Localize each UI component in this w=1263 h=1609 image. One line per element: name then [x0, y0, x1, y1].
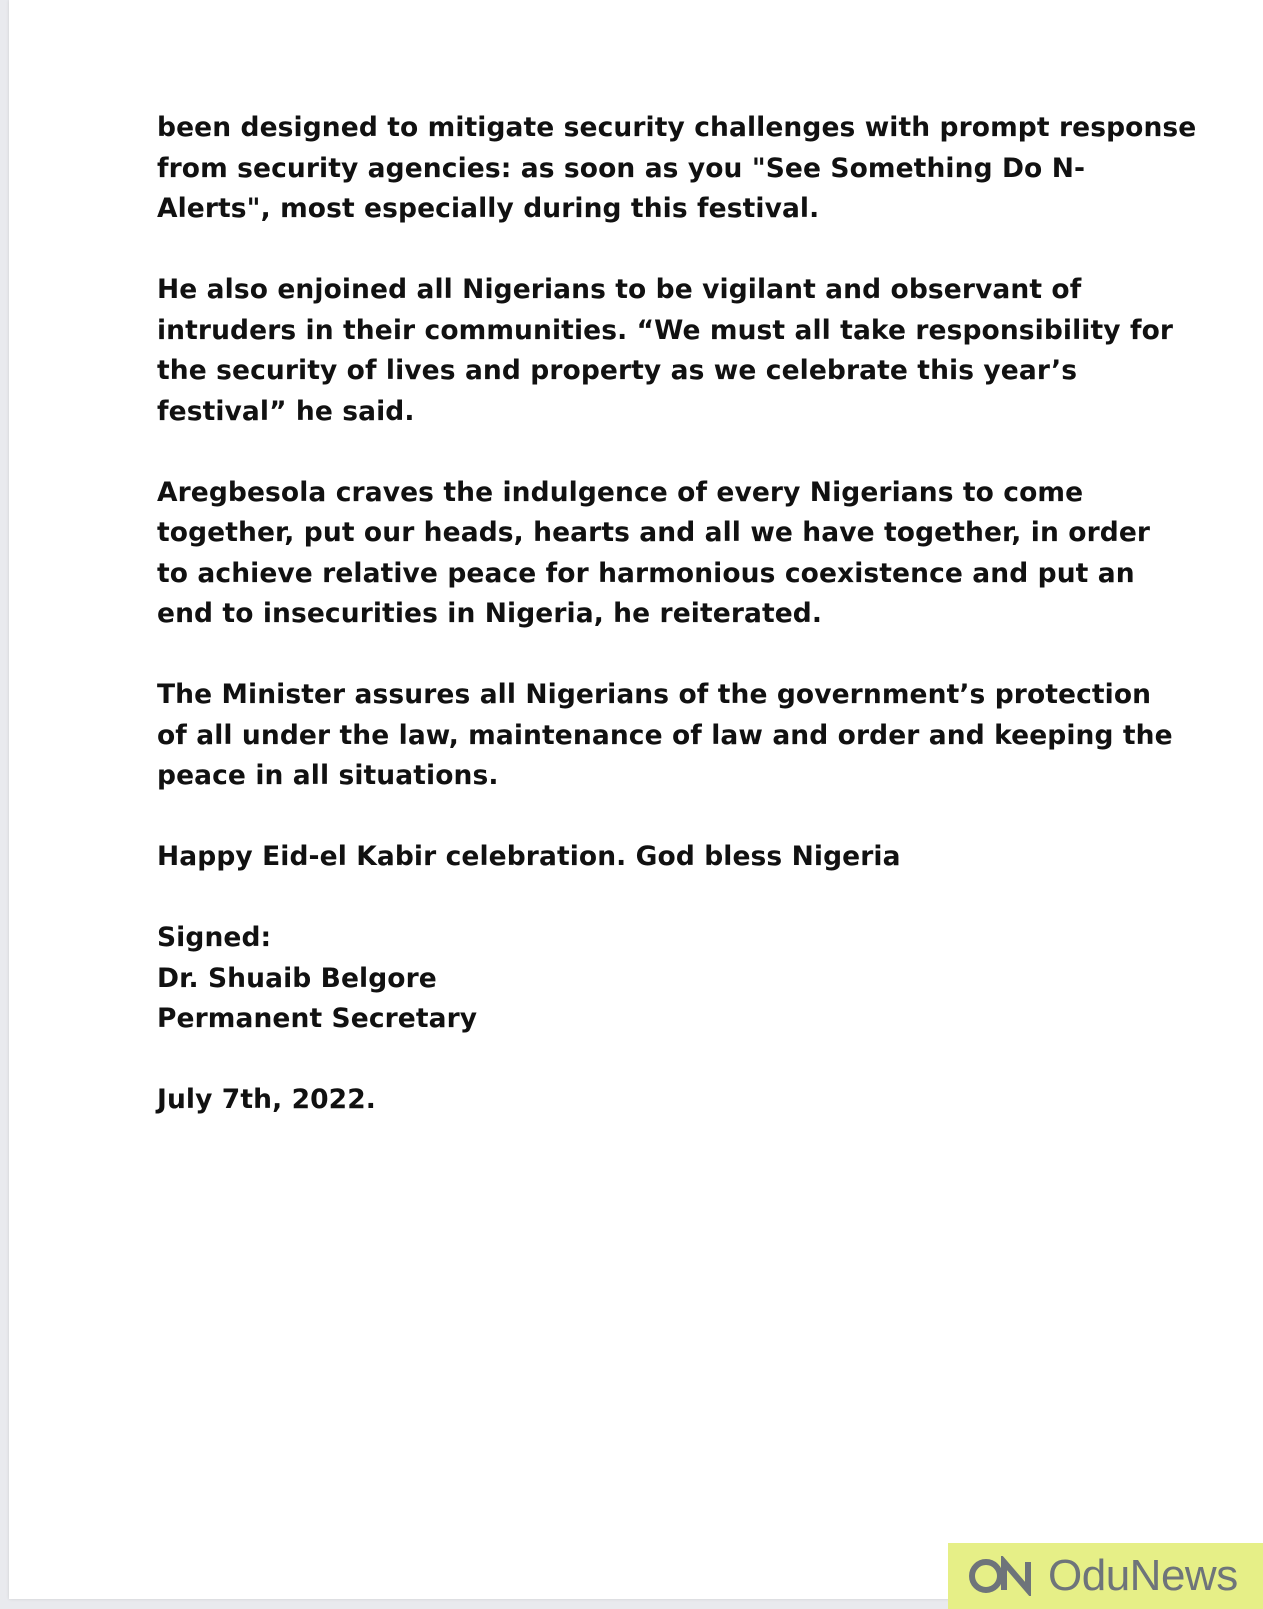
paragraph-line: The Minister assures all Nigerians of the government’s protection — [157, 679, 1152, 710]
paragraph-line: the security of lives and property as we celebrate this year’s — [157, 355, 1078, 386]
paragraph-4 — [157, 675, 1173, 797]
signature-label: Signed: — [157, 922, 272, 953]
paragraph-line: end to insecurities in Nigeria, he reiterated. — [157, 598, 823, 629]
document-page — [9, 0, 1263, 1599]
signature-block — [157, 918, 1137, 1040]
paragraph-3 — [157, 473, 1151, 635]
paragraph-line: He also enjoined all Nigerians to be vigilant and observant of — [157, 274, 1082, 305]
paragraph-2 — [157, 270, 1174, 432]
document-body — [157, 108, 1197, 1161]
paragraph-line: intruders in their communities. “We must all take responsibility for — [157, 314, 1174, 346]
document-date-block — [157, 1080, 1137, 1121]
paragraph-1 — [157, 108, 1197, 230]
closing-greeting — [157, 837, 1137, 878]
paragraph-line: peace in all situations. — [157, 760, 499, 791]
watermark-text: OduNews — [1048, 1551, 1238, 1600]
document-date: July 7th, 2022. — [157, 1084, 376, 1115]
paragraph-line: together, put our heads, hearts and all we have together, in order — [157, 517, 1151, 548]
odunews-logo-icon — [966, 1556, 1040, 1596]
paragraph-line: festival” he said. — [157, 395, 415, 427]
paragraph-line: Aregbesola craves the indulgence of every Nigerians to come — [157, 476, 1084, 508]
paragraph-line: been designed to mitigate security challenges with prompt response — [157, 112, 1197, 143]
paragraph-line: Alerts", most especially during this festival. — [157, 193, 820, 224]
paragraph-line: from security agencies: as soon as you "See Something Do N- — [157, 152, 1086, 184]
odunews-watermark — [948, 1543, 1263, 1609]
signatory-name: Dr. Shuaib Belgore — [157, 962, 437, 994]
greeting-line: Happy Eid-el Kabir celebration. God bless Nigeria — [157, 841, 901, 872]
signatory-title: Permanent Secretary — [157, 1003, 478, 1034]
paragraph-line: of all under the law, maintenance of law and order and keeping the — [157, 719, 1173, 751]
paragraph-line: to achieve relative peace for harmonious coexistence and put an — [157, 557, 1135, 589]
